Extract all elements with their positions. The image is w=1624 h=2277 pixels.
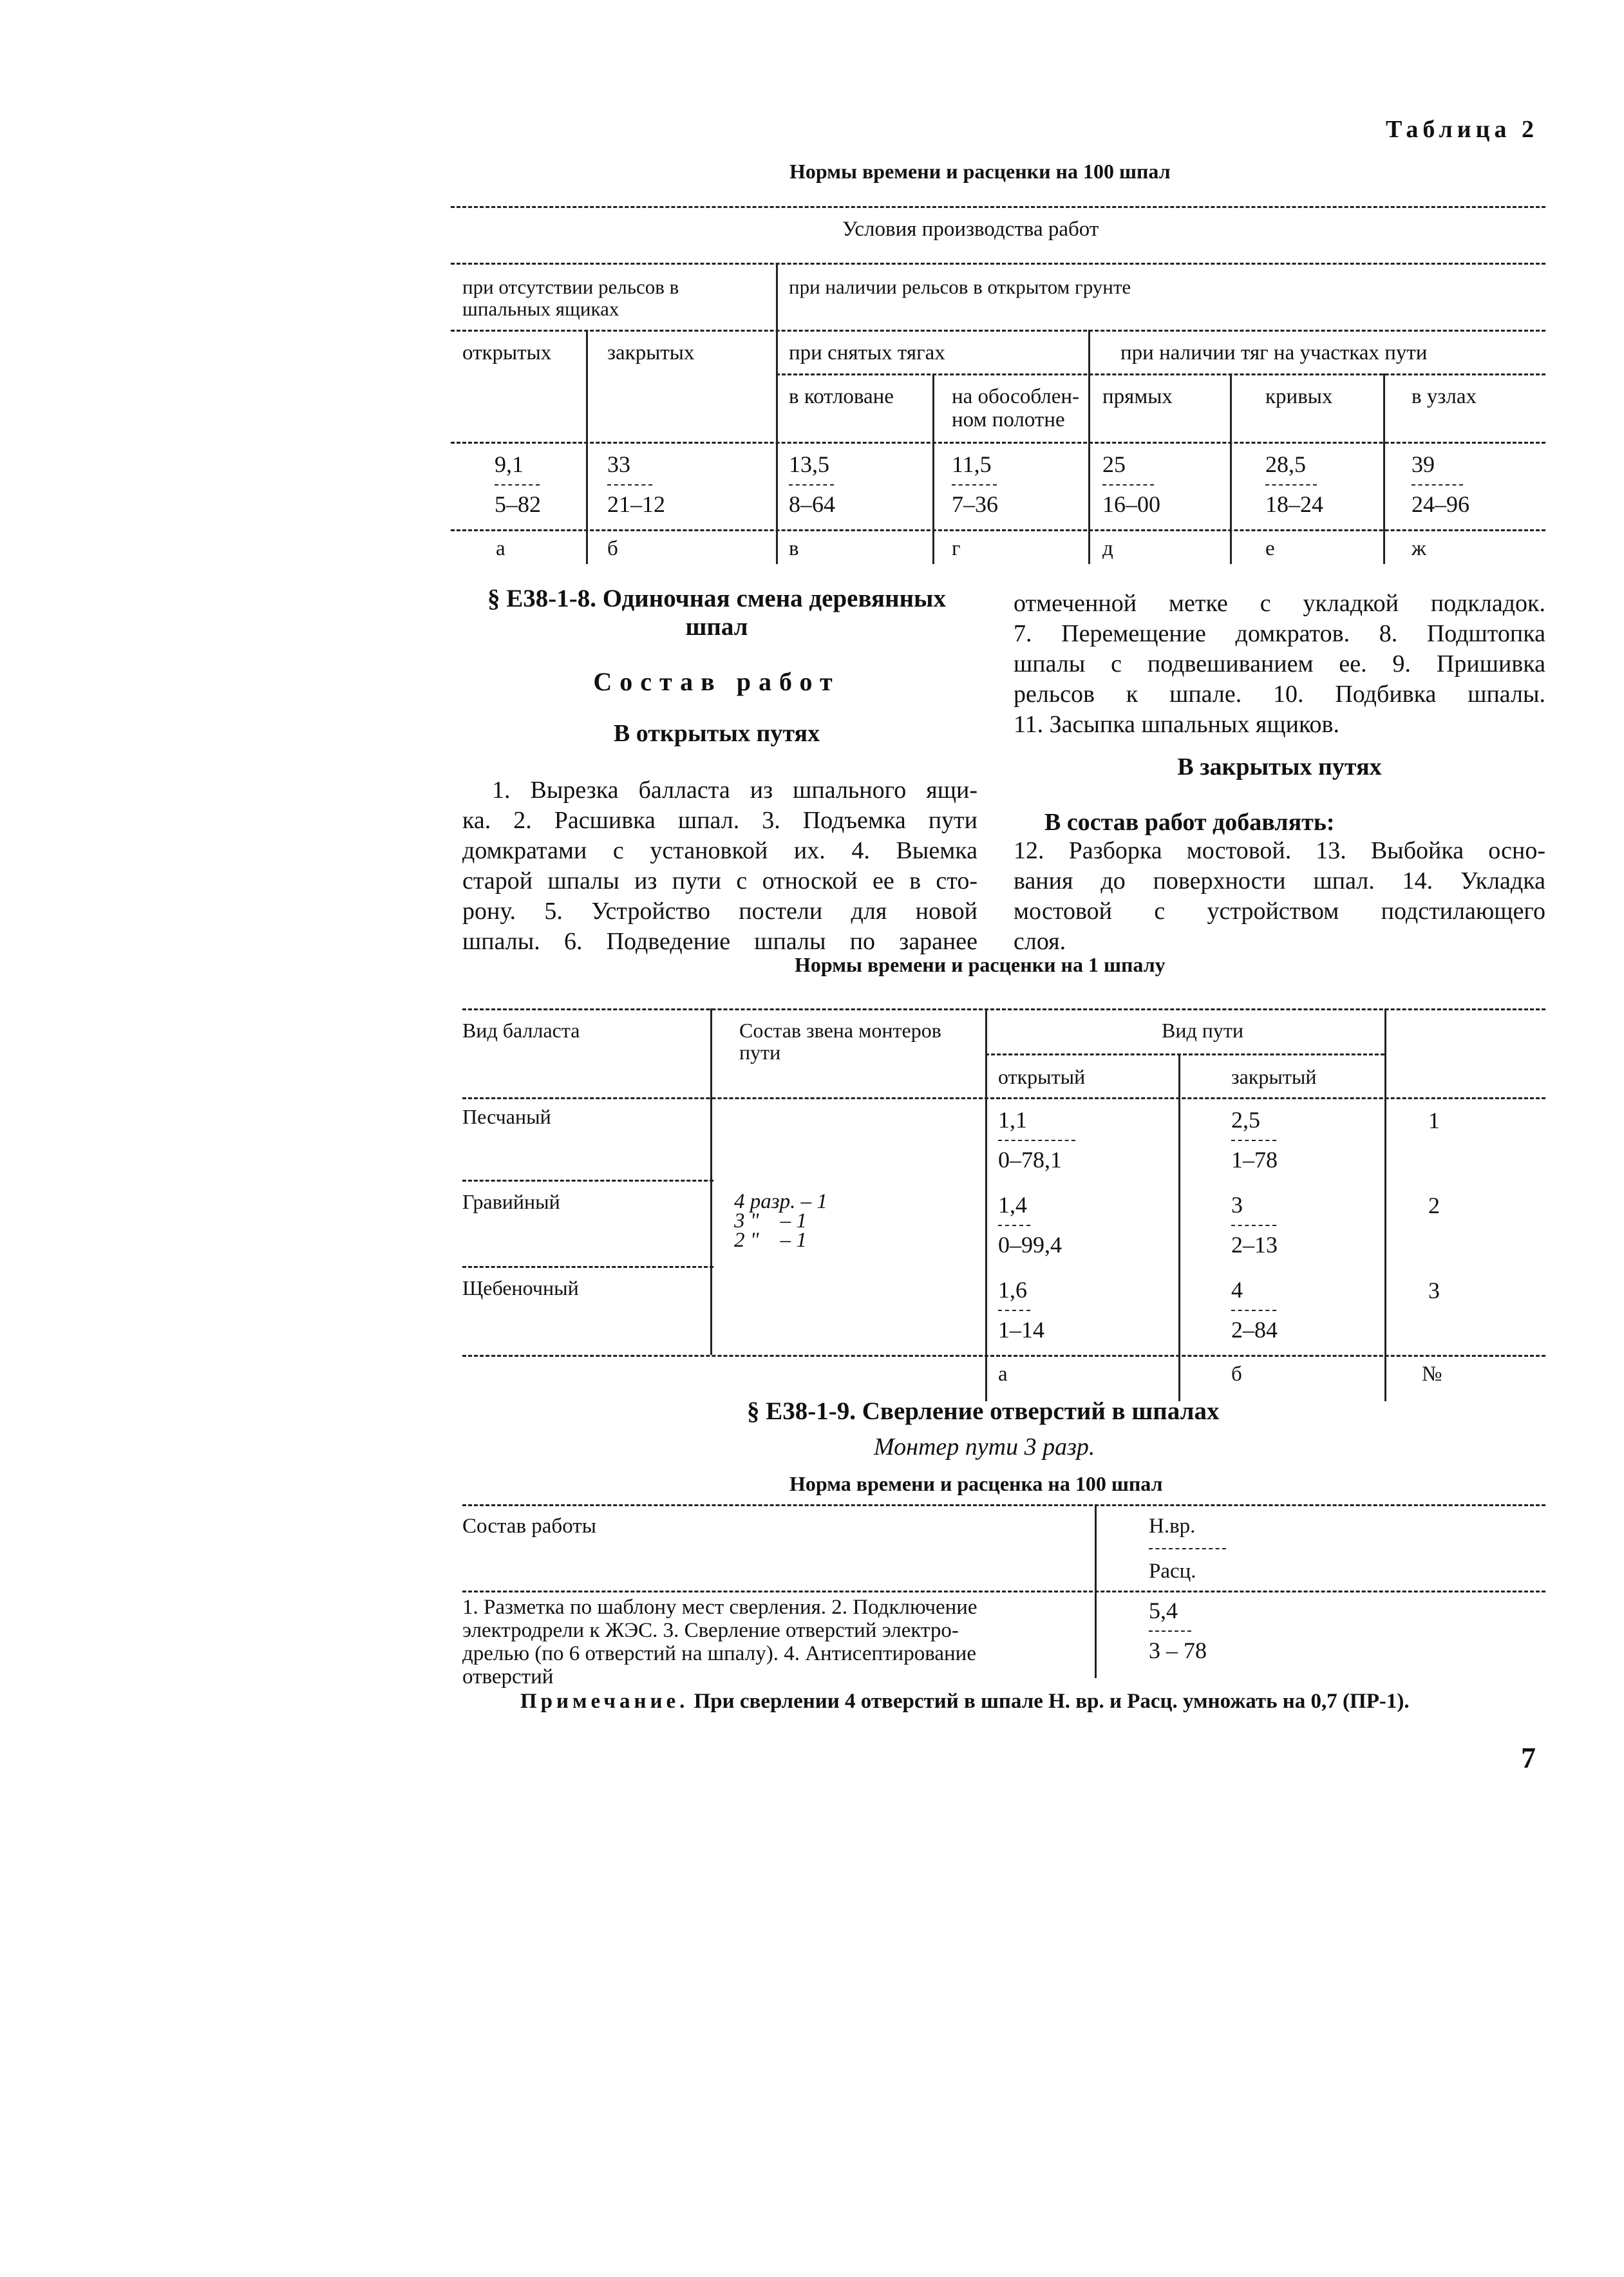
table-rule <box>462 1008 1545 1010</box>
open-value: 1,1 0–78,1 <box>998 1108 1075 1173</box>
table-title: Нормы времени и расценки на 1 шпалу <box>795 953 1166 976</box>
header-closed: закрытый <box>1231 1065 1317 1088</box>
header-removed: при снятых тягах <box>789 341 945 364</box>
header-no-rails-2: шпальных ящиках <box>462 298 619 320</box>
norm-rate-value: 5,4 3 – 78 <box>1149 1598 1207 1663</box>
composition-heading: Состав работ <box>593 667 840 696</box>
table-rule <box>462 1266 713 1268</box>
table-rule <box>451 206 1545 208</box>
note-text: При сверлении 4 отверстий в шпале Н. вр. и Расц. умножать на 0,7 (ПР-1). <box>694 1690 1410 1713</box>
header-separate-1: на обособлен- <box>952 385 1080 408</box>
col-divider <box>586 330 588 442</box>
header-separate-2: ном полотне <box>952 408 1065 431</box>
header-no-rails-1: при отсутствии рельсов в <box>462 276 679 298</box>
table-rule <box>451 330 1545 332</box>
table-rule <box>451 263 1545 265</box>
ballast-name: Песчаный <box>462 1105 551 1128</box>
header-crew-1: Состав звена монтеров <box>739 1019 941 1042</box>
value-cell-g: 11,5 7–36 <box>952 451 998 517</box>
row-number: 2 <box>1428 1193 1440 1218</box>
table-title: Норма времени и расценка на 100 шпал <box>789 1472 1163 1495</box>
col-letter: е <box>1265 537 1275 560</box>
col-divider <box>932 442 934 564</box>
col-letter: б <box>607 537 618 560</box>
header-straight: прямых <box>1102 385 1173 408</box>
ballast-name: Щебеночный <box>462 1276 579 1299</box>
open-value: 1,6 1–14 <box>998 1277 1044 1343</box>
col-letter: ж <box>1412 537 1426 560</box>
row-number: 1 <box>1428 1108 1440 1133</box>
open-tracks-text-right: отмеченной метке с укладкой подкладок. 7. Перемещение домкратов. 8. Подштопка шпалы с подвешиванием ее. 9. Пришивка рельсов к шпале. 10. Подбивка шпалы. 11. Засыпка шпальных ящиков. <box>1014 590 1545 738</box>
table-rule <box>462 1591 1545 1592</box>
header-present: при наличии тяг на участках пути <box>1120 341 1428 364</box>
table-rule <box>462 1504 1545 1506</box>
closed-tracks-heading: В закрытых путях <box>1177 753 1382 780</box>
col-divider <box>586 442 588 564</box>
table-rule <box>462 1097 1545 1099</box>
header-open: открытый <box>998 1065 1086 1088</box>
header-open: открытых <box>462 341 552 364</box>
header-work: Состав работы <box>462 1515 596 1538</box>
col-divider <box>710 1008 712 1355</box>
col-letter: г <box>952 537 961 560</box>
page-number: 7 <box>1521 1741 1536 1774</box>
table-title: Нормы времени и расценки на 100 шпал <box>789 160 1171 183</box>
fraction-bar <box>1149 1548 1226 1549</box>
crew-line-1: 4 разр. – 1 <box>734 1190 827 1213</box>
col-letter: д <box>1102 537 1113 560</box>
work-description: 1. Разметка по шаблону мест сверления. 2. Подключение электродрели к ЖЭС. 3. Сверление отверстий электро- дрелью (по 6 отверстий на шпалу). 4. Антисептирование отверстий <box>462 1596 977 1688</box>
col-divider <box>1088 442 1090 564</box>
closed-value: 4 2–84 <box>1231 1277 1278 1343</box>
crew-line-3: 2 " – 1 <box>734 1229 807 1252</box>
header-nodes: в узлах <box>1412 385 1477 408</box>
table-rule <box>985 1053 1384 1055</box>
note <box>520 1690 1410 1714</box>
value-cell-zh: 39 24–96 <box>1412 451 1469 517</box>
table-rule <box>451 442 1545 444</box>
header-rate: Расц. <box>1149 1560 1196 1583</box>
value-cell-d: 25 16–00 <box>1102 451 1160 517</box>
section-heading: § Е38-1-8. Одиночная смена деревянных <box>487 585 947 612</box>
col-divider <box>1383 442 1385 564</box>
crew-line-2: 3 " – 1 <box>734 1209 807 1233</box>
open-value: 1,4 0–99,4 <box>998 1192 1062 1258</box>
header-pit: в котловане <box>789 385 894 408</box>
value-cell-a: 9,1 5–82 <box>495 451 541 517</box>
col-number-label: № <box>1422 1363 1442 1386</box>
col-letter: а <box>998 1363 1008 1386</box>
col-divider <box>1095 1504 1097 1678</box>
worker-grade: Монтер пути 3 разр. <box>874 1433 1095 1460</box>
value-cell-e: 28,5 18–24 <box>1265 451 1323 517</box>
col-divider <box>776 442 778 564</box>
closed-value: 3 2–13 <box>1231 1192 1278 1258</box>
table-rule <box>462 1355 1545 1357</box>
header-track: Вид пути <box>1162 1019 1243 1042</box>
header-closed: закрытых <box>607 341 695 364</box>
col-divider <box>1178 1053 1180 1401</box>
row-number: 3 <box>1428 1278 1440 1303</box>
col-divider <box>776 263 778 442</box>
header-conditions: Условия производства работ <box>842 218 1099 241</box>
section-heading: § Е38-1-9. Сверление отверстий в шпалах <box>747 1397 1220 1425</box>
open-tracks-text-left: 1. Вырезка балласта из шпального ящи- ка. 2. Расшивка шпал. 3. Подъемка пути домкратами с установкой их. 4. Выемка старой шпалы из пути с отноской ее в сто- рону. 5. Устройство постели для новой шпалы. 6. Подведение шпалы по заранее <box>462 777 977 955</box>
col-divider <box>1383 373 1385 442</box>
header-crew-2: пути <box>739 1041 781 1064</box>
add-intro: В состав работ добавлять: <box>1044 809 1335 836</box>
closed-value: 2,5 1–78 <box>1231 1107 1278 1173</box>
section-heading-2: шпал <box>685 613 748 641</box>
header-norm: Н.вр. <box>1149 1515 1196 1538</box>
table-label: Таблица 2 <box>1386 116 1539 143</box>
ballast-name: Гравийный <box>462 1190 560 1213</box>
col-divider <box>985 1008 987 1401</box>
table-rule <box>451 529 1545 531</box>
closed-tracks-text: 12. Разборка мостовой. 13. Выбойка осно- вания до поверхности шпал. 14. Укладка мостовой с устройством подстилающего слоя. <box>1014 837 1545 955</box>
col-letter: а <box>496 537 505 560</box>
note-label: Примечание. <box>520 1690 689 1713</box>
header-ballast: Вид балласта <box>462 1019 580 1042</box>
col-letter: б <box>1231 1363 1242 1386</box>
col-divider <box>1230 373 1232 442</box>
col-divider <box>1088 330 1090 442</box>
col-divider <box>932 373 934 442</box>
header-curved: кривых <box>1265 385 1333 408</box>
col-letter: в <box>789 537 799 560</box>
open-tracks-heading: В открытых путях <box>613 720 820 747</box>
col-divider <box>1230 442 1232 564</box>
table-rule <box>776 373 1545 375</box>
value-cell-b: 33 21–12 <box>607 451 665 517</box>
table-rule <box>462 1180 713 1182</box>
value-cell-v: 13,5 8–64 <box>789 451 835 517</box>
header-open-ground: при наличии рельсов в открытом грунте <box>789 276 1131 298</box>
col-divider <box>1384 1008 1386 1401</box>
